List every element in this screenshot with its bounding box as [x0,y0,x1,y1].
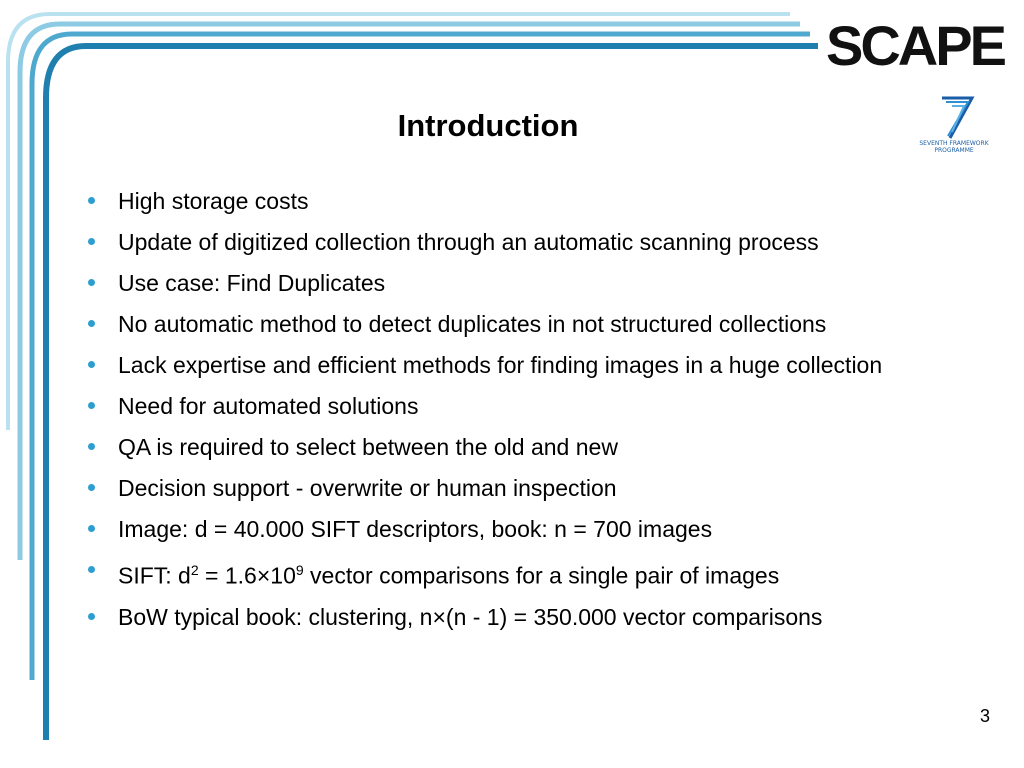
bullet-item [88,307,968,341]
bullet-text: BoW typical book: clustering, n×(n - 1) = 350.000 vector comparisons [118,603,823,630]
bullet-text: Update of digitized collection through an automatic scanning process [118,229,819,255]
bullet-item [88,389,968,423]
fp7-text-line1: SEVENTH FRAMEWORK [919,140,989,147]
bullet-text: QA is required to select between the old and new [118,434,618,460]
bullet-text: vector comparisons for a single pair of images [303,562,780,589]
bullet-dot-icon [88,361,95,368]
bullet-item [88,471,968,505]
slide-title: Introduction [397,108,579,143]
bullet-item [88,184,968,218]
bullet-dot-icon [88,525,95,532]
bullet-text: Image: d = 40.000 SIFT descriptors, book: n = 700 images [118,516,713,542]
bullet-dot-icon [88,443,95,450]
bullet-dot-icon [88,613,95,620]
bullet-item [88,225,968,259]
bullet-item [88,430,968,464]
superscript: 9 [295,562,304,578]
bullet-dot-icon [88,484,95,491]
bullet-text: Need for automated solutions [118,393,419,419]
bullet-text: High storage costs [118,188,309,214]
bullet-text: No automatic method to detect duplicates in not structured collections [118,311,827,337]
fp7-text-line2: PROGRAMME [934,147,974,154]
bullet-text: Decision support - overwrite or human inspection [118,475,617,501]
superscript: 2 [190,562,199,578]
bullet-text: = 1.6×10 [198,562,296,589]
bullet-item [88,348,968,382]
bullet-dot-icon [88,320,95,327]
bullet-dot-icon [88,197,95,204]
bullet-dot-icon [88,238,95,245]
bullet-text: Use case: Find Duplicates [118,270,386,296]
page-number: 3 [979,706,990,726]
bullet-text: SIFT: d [118,562,191,589]
bullet-dot-icon [88,402,95,409]
bullet-item [88,266,968,300]
bullet-dot-icon [88,566,95,573]
bullet-item [88,512,968,546]
bullet-item [88,600,968,634]
bullet-text: Lack expertise and efficient methods for finding images in a huge collection [118,352,883,378]
bullet-list [88,184,968,641]
bullet-item [88,553,968,593]
bullet-dot-icon [88,279,95,286]
scape-logo: SCAPE [826,14,1004,77]
